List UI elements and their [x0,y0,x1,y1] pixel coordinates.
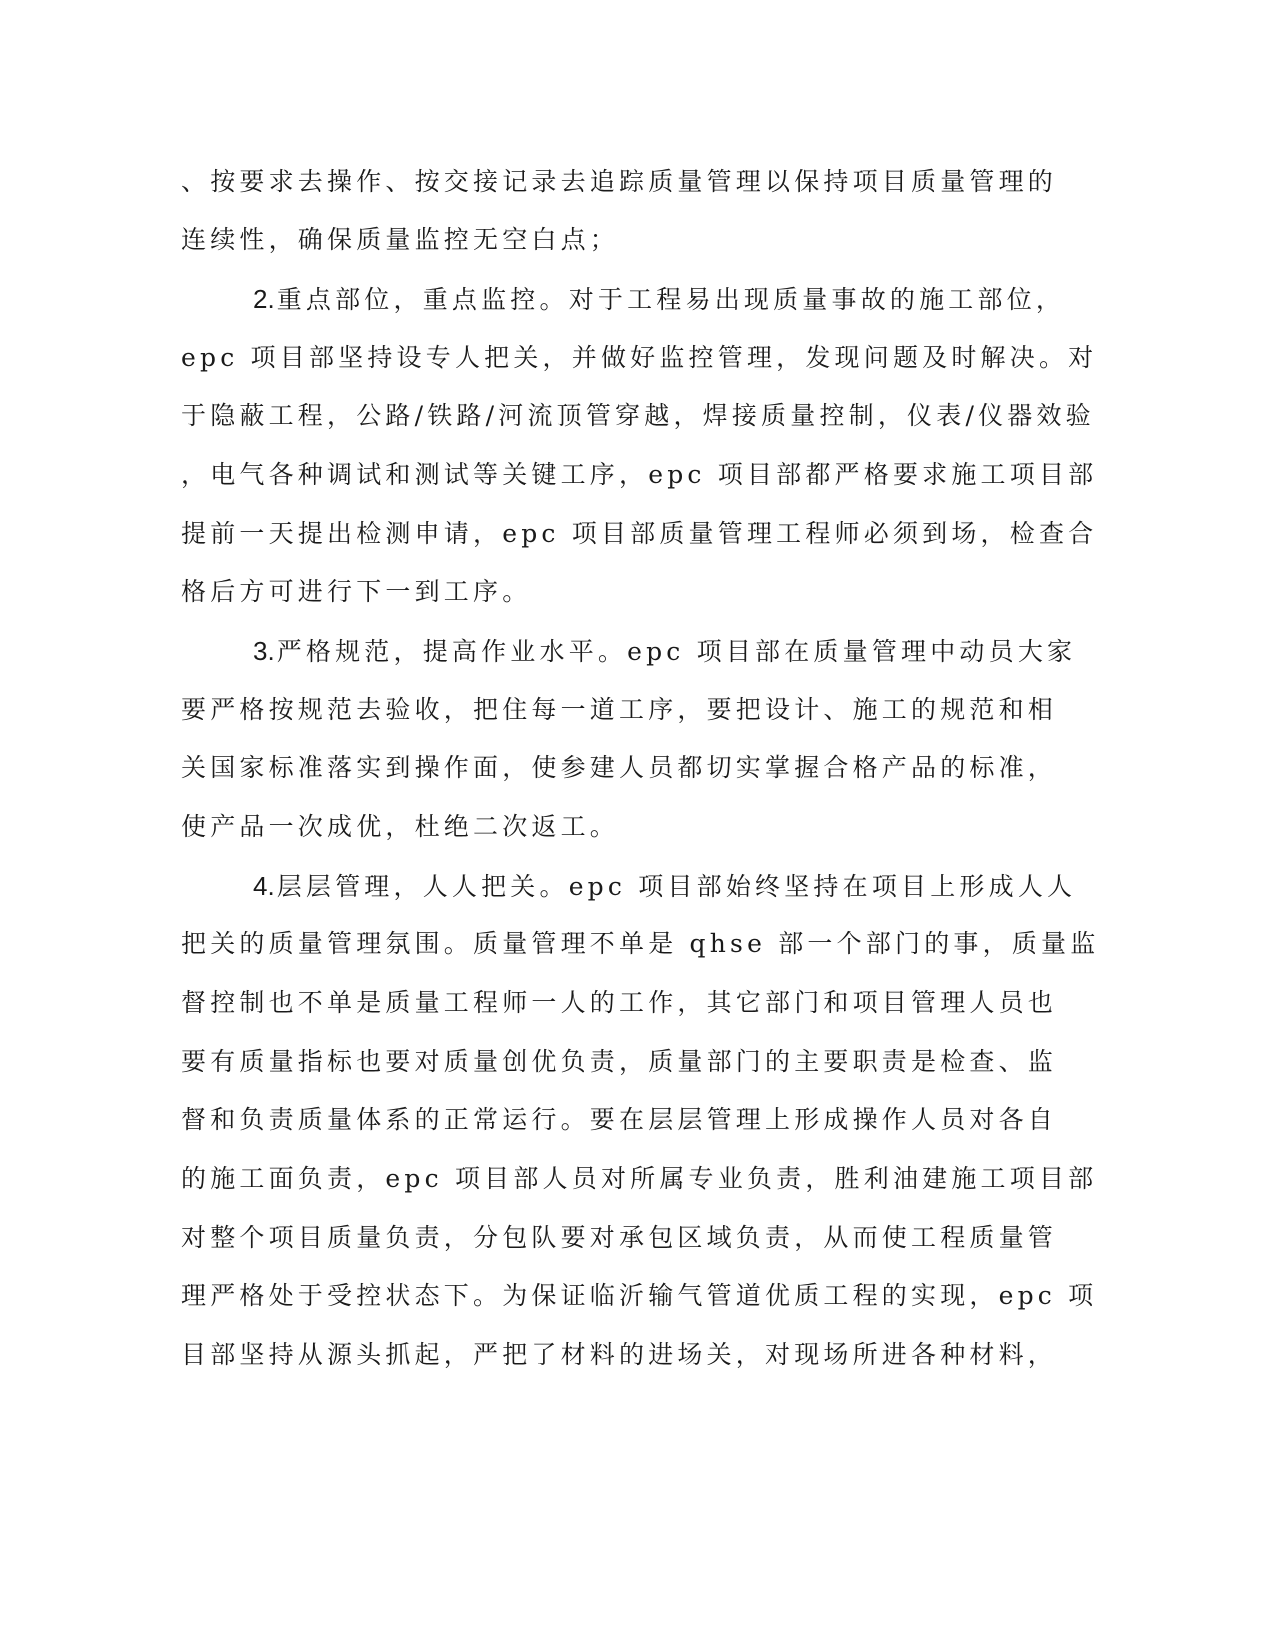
text-line [181,1338,1057,1372]
text-line [181,341,1097,375]
line-text: 对整个项目质量负责，分包队要对承包区域负责，从而使工程质量管 [181,1223,1058,1252]
line-text: 、按要求去操作、按交接记录去追踪质量管理以保持项目质量管理的 [181,167,1058,196]
line-text: 重点部位，重点监控。对于工程易出现质量事故的施工部位， [276,285,1066,314]
line-text: epc 项目部坚持设专人把关，并做好监控管理，发现问题及时解决。对 [181,343,1098,372]
line-text: 关国家标准落实到操作面，使参建人员都切实掌握合格产品的标准， [181,753,1058,782]
line-text: 于隐蔽工程，公路/铁路/河流顶管穿越，焊接质量控制，仪表/仪器效验 [181,401,1095,430]
text-line [181,458,1097,492]
line-text: 格后方可进行下一到工序。 [181,577,532,606]
item-number: 4. [253,871,275,901]
item-number: 3. [253,636,275,666]
line-text: 严格规范，提高作业水平。epc 项目部在质量管理中动员大家 [276,637,1077,666]
line-text: 把关的质量管理氛围。质量管理不单是 qhse 部一个部门的事，质量监 [181,929,1100,958]
text-line [181,1103,1057,1137]
text-line [181,927,1099,961]
line-text: 使产品一次成优，杜绝二次返工。 [181,812,620,841]
text-line [181,517,1097,551]
text-line [181,1045,1057,1079]
line-text: 督控制也不单是质量工程师一人的工作，其它部门和项目管理人员也 [181,988,1058,1017]
line-text: ，电气各种调试和测试等关键工序，epc 项目部都严格要求施工项目部 [181,460,1098,489]
paragraph-2-first-line [253,282,1065,317]
line-text: 督和负责质量体系的正常运行。要在层层管理上形成操作人员对各自 [181,1105,1058,1134]
text-line [181,810,619,844]
line-text: 提前一天提出检测申请，epc 项目部质量管理工程师必须到场，检查合 [181,519,1098,548]
text-line [181,223,619,257]
paragraph-3-first-line [253,634,1076,669]
line-text: 要有质量指标也要对质量创优负责，质量部门的主要职责是检查、监 [181,1047,1058,1076]
text-line [181,751,1057,785]
item-number: 2. [253,284,275,314]
text-line [181,575,531,609]
line-text: 目部坚持从源头抓起，严把了材料的进场关，对现场所进各种材料， [181,1340,1058,1369]
paragraph-4-first-line [253,869,1076,904]
line-text: 理严格处于受控状态下。为保证临沂输气管道优质工程的实现，epc 项 [181,1281,1098,1310]
text-line [181,399,1095,433]
line-text: 要严格按规范去验收，把住每一道工序，要把设计、施工的规范和相 [181,695,1058,724]
text-line [181,1221,1057,1255]
text-line [181,693,1057,727]
line-text: 连续性，确保质量监控无空白点； [181,225,620,254]
text-line [181,1162,1097,1196]
line-text: 的施工面负责，epc 项目部人员对所属专业负责，胜利油建施工项目部 [181,1164,1098,1193]
text-line [181,986,1057,1020]
line-text: 层层管理，人人把关。epc 项目部始终坚持在项目上形成人人 [276,872,1077,901]
text-line [181,1279,1097,1313]
text-line [181,165,1057,199]
